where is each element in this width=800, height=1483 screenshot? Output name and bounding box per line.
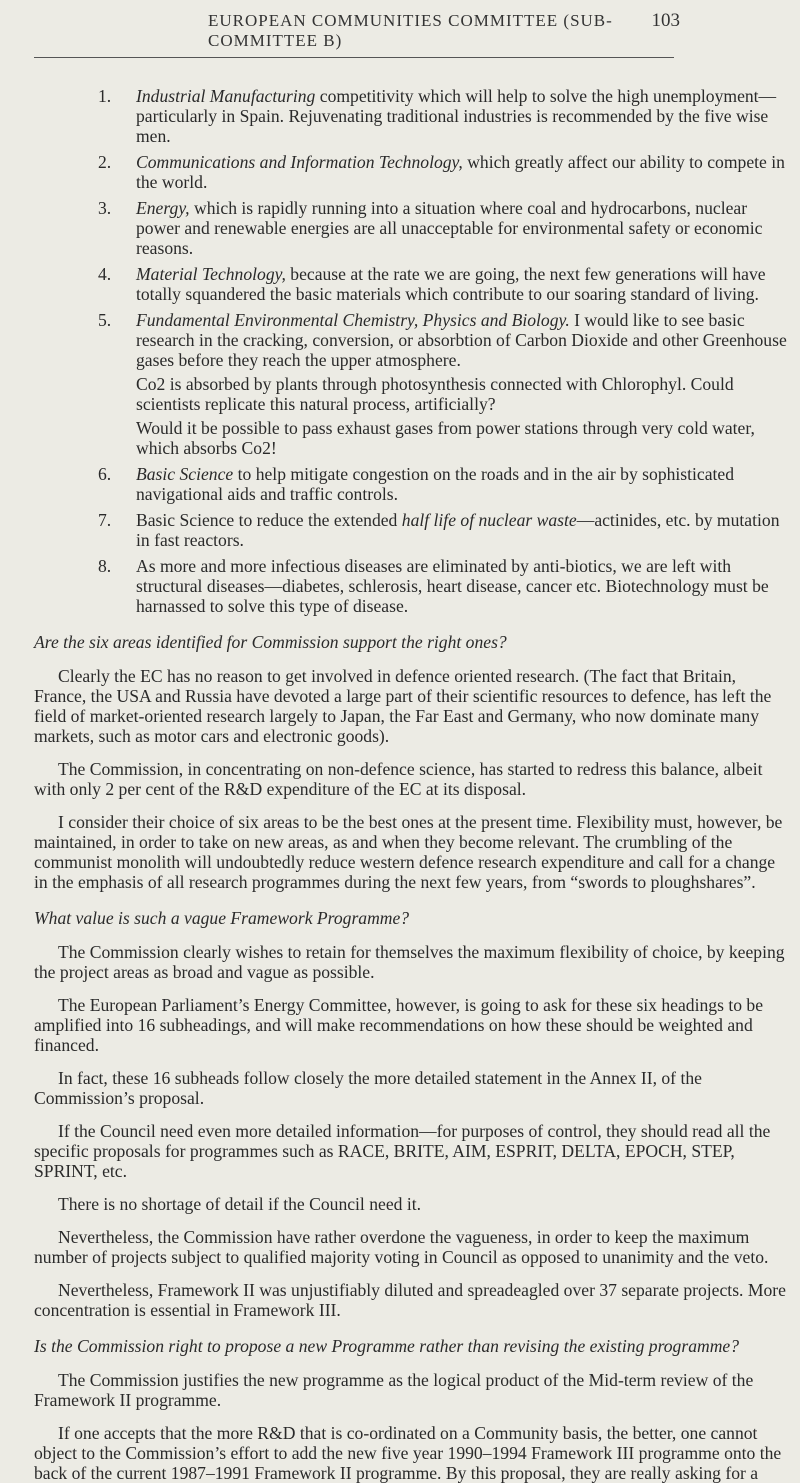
paragraph: If one accepts that the more R&D that is co-ordinated on a Community basis, the better, one cannot object to the Commission’s effort to add the new five year 1990–1994 Framework III programme onto the back of the current 1987–1991 Framework II programme. By this proposal, they are really asking for a (34, 1423, 782, 1483)
question-heading: Are the six areas identified for Commission support the right ones? (34, 632, 507, 652)
item-number: 2. (98, 152, 112, 172)
paragraph: If the Council need even more detailed information—for purposes of control, they should read all the specific proposals for programmes such as RACE, BRITE, AIM, ESPRIT, DELTA, EPOCH, STEP, SPRINT, etc. (34, 1121, 771, 1181)
item-lead: Energy, (136, 198, 190, 218)
page-header (34, 0, 790, 51)
list-item (34, 198, 790, 258)
item-text: competitivity which will help to solve the high unemployment—particularly in Spain. Rejuvenating traditional industries is recommended by the five wise men. (136, 86, 777, 146)
paragraph: Nevertheless, Framework II was unjustifiably diluted and spreadeagled over 37 separate projects. More concentration is essential in Framework III. (34, 1280, 786, 1320)
paragraph: I consider their choice of six areas to be the best ones at the present time. Flexibility must, however, be maintained, in order to take on new areas, as and when they become relevant. The crumbling of the communist monolith will undoubtedly reduce western defence research expenditure and call for a change in the emphasis of all research programmes during the next few years, from “swords to ploughshares”. (34, 812, 783, 892)
item-text: which is rapidly running into a situation where coal and hydrocarbons, nuclear power and renewable energies are all unacceptable for environmental safety or economic reasons. (136, 198, 763, 258)
item-number: 3. (98, 198, 112, 218)
item-lead: Fundamental Environmental Chemistry, Physics and Biology. (136, 310, 570, 330)
item-lead: Material Technology, (136, 264, 286, 284)
paragraph: The Commission clearly wishes to retain for themselves the maximum flexibility of choice, by keeping the project areas as broad and vague as possible. (34, 942, 785, 982)
paragraph: Nevertheless, the Commission have rather overdone the vagueness, in order to keep the maximum number of projects subject to qualified majority voting in Council as opposed to unanimity and the veto. (34, 1227, 769, 1267)
paragraph: Clearly the EC has no reason to get involved in defence oriented research. (The fact that Britain, France, the USA and Russia have devoted a large part of their scientific resources to defence, has left the field of market-oriented research largely to Japan, the Far East and Germany, who now dominate many markets, such as motor cars and electronic goods). (34, 666, 772, 746)
item-extra-paragraph: Would it be possible to pass exhaust gases from power stations through very cold water, which absorbs Co2! (136, 418, 755, 458)
list-item (34, 310, 790, 458)
item-text: because at the rate we are going, the next few generations will have totally squandered the basic materials which contribute to our soaring standard of living. (136, 264, 766, 304)
item-number: 4. (98, 264, 112, 284)
item-text: I would like to see basic research in the cracking, conversion, or absorbtion of Carbon Dioxide and other Greenhouse gases before they reach the upper atmosphere. (136, 310, 787, 370)
page-number: 103 (651, 10, 680, 31)
item-text: As more and more infectious diseases are eliminated by anti-biotics, we are left with structural diseases—diabetes, schlerosis, heart disease, cancer etc. Biotechnology must be harnassed to solve this type of disease. (136, 556, 769, 616)
item-number: 6. (98, 464, 112, 484)
item-lead: Communications and Information Technology, (136, 152, 463, 172)
item-text: —actinides, etc. by mutation in fast reactors. (136, 510, 780, 550)
list-item (34, 556, 790, 616)
item-text: to help mitigate congestion on the roads and in the air by sophisticated navigational aids and traffic controls. (136, 464, 735, 504)
question-heading: What value is such a vague Framework Programme? (34, 908, 410, 928)
item-extra-paragraph: Co2 is absorbed by plants through photosynthesis connected with Chlorophyl. Could scientists replicate this natural process, artificially? (136, 374, 734, 414)
list-item (34, 464, 790, 504)
list-item (34, 264, 790, 304)
list-item (34, 86, 790, 146)
item-lead: Basic Science (136, 464, 234, 484)
list-item (34, 152, 790, 192)
item-number: 1. (98, 86, 112, 106)
list-item (34, 510, 790, 550)
paragraph: The European Parliament’s Energy Committee, however, is going to ask for these six headings to be amplified into 16 subheadings, and will make recommendations on how these should be weighted and financed. (34, 995, 764, 1055)
paragraph: The Commission, in concentrating on non-defence science, has started to redress this balance, albeit with only 2 per cent of the R&D expenditure of the EC at its disposal. (34, 759, 763, 799)
paragraph: In fact, these 16 subheads follow closely the more detailed statement in the Annex II, of the Commission’s proposal. (34, 1068, 702, 1108)
question-heading: Is the Commission right to propose a new Programme rather than revising the existing programme? (34, 1336, 740, 1356)
item-number: 7. (98, 510, 112, 530)
item-number: 5. (98, 310, 112, 330)
header-rule (34, 57, 674, 58)
item-lead: Industrial Manufacturing (136, 86, 316, 106)
header-title: EUROPEAN COMMUNITIES COMMITTEE (SUB-COMMITTEE B) (208, 11, 613, 50)
item-text: which greatly affect our ability to compete in the world. (136, 152, 785, 192)
numbered-list (34, 86, 790, 616)
item-lead: Basic Science to reduce the extended (136, 510, 398, 530)
item-number: 8. (98, 556, 112, 576)
paragraph: The Commission justifies the new programme as the logical product of the Mid-term review of the Framework II programme. (34, 1370, 754, 1410)
item-lead-italic: half life of nuclear waste (401, 510, 577, 530)
paragraph: There is no shortage of detail if the Council need it. (58, 1194, 422, 1214)
